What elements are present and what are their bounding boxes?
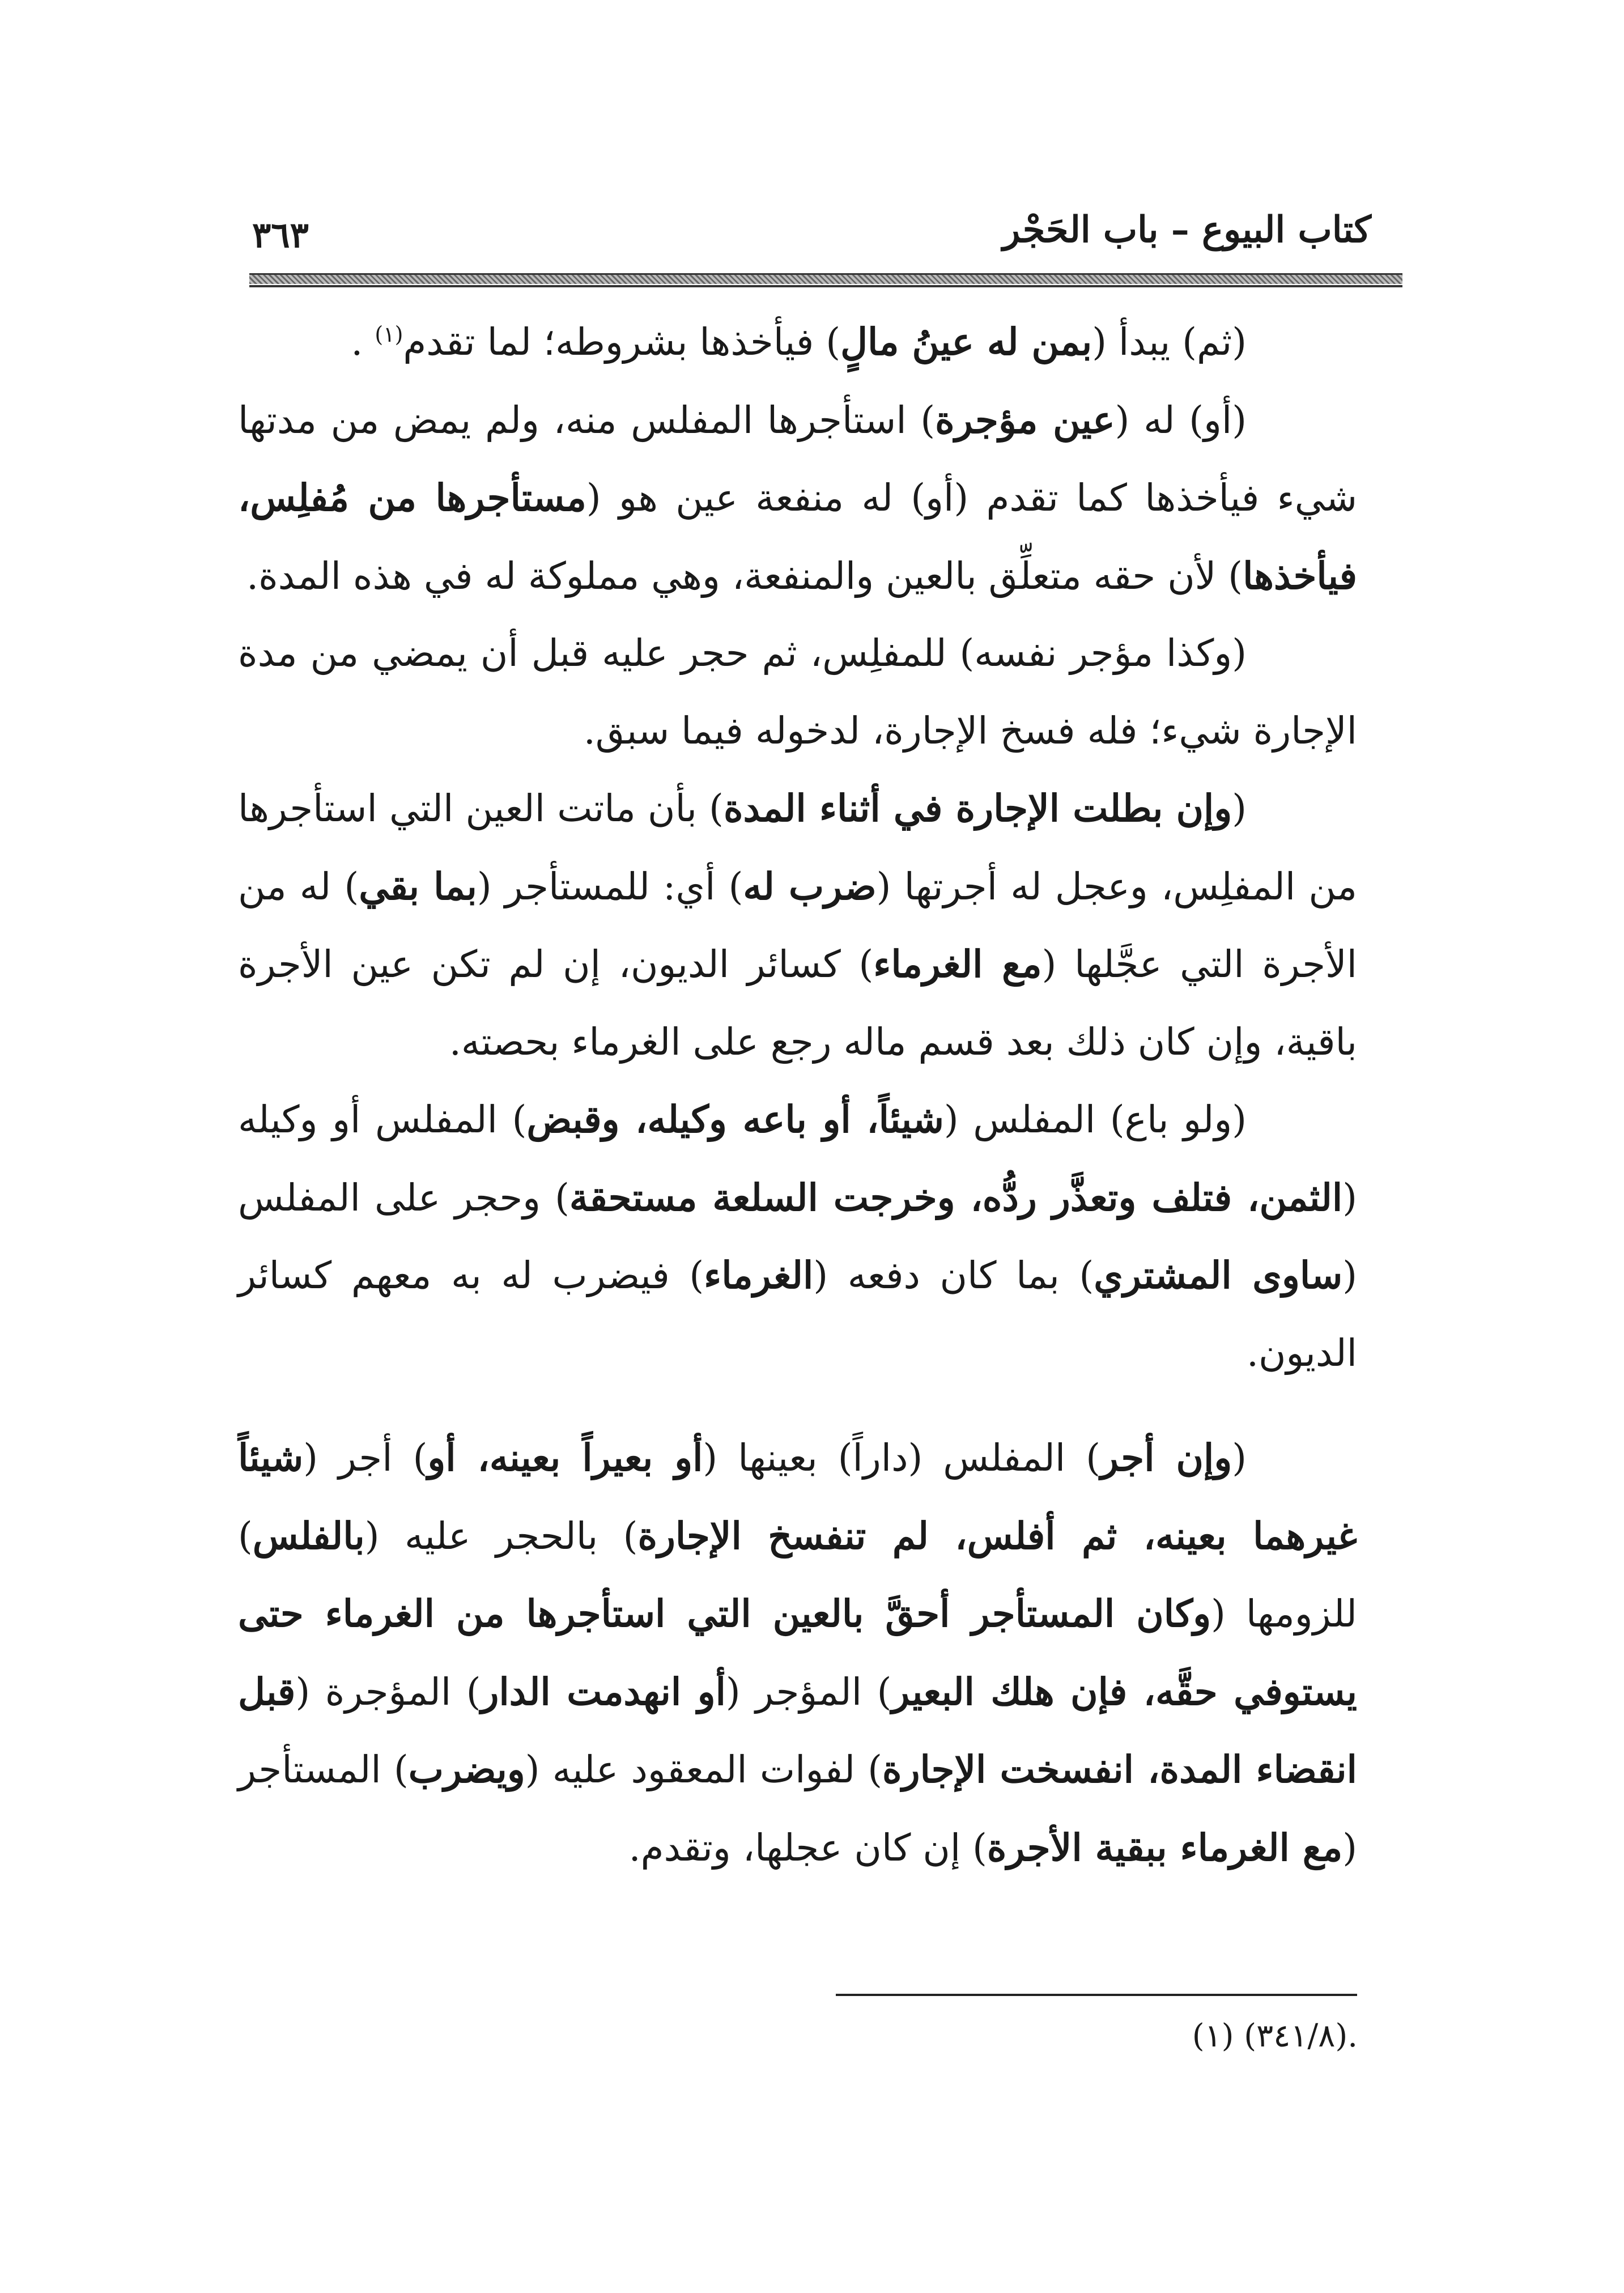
sharh-text: ) المستأجر ( (238, 1748, 1357, 1870)
matn-text: أو بعيراً بعينه، أو (427, 1436, 703, 1480)
matn-text: شيئاً، أو باعه وكيله، وقبض (526, 1097, 944, 1141)
footnote: .(٣٤١/٨) (١) (1192, 2018, 1358, 2054)
matn-text: قبل انقضاء المدة، انفسخت الإجارة (238, 1669, 1358, 1791)
sharh-text: ) بالحجر عليه ( (364, 1514, 638, 1558)
matn-text: بما بقي (359, 864, 477, 908)
sharh-text: . (351, 320, 375, 364)
matn-text: بالفلس (252, 1513, 365, 1558)
paragraph (238, 770, 1357, 1081)
matn-text: الغرماء (704, 1253, 814, 1297)
sharh-text: ) بأن ماتت العين التي استأجرها من المفلِس، وعجل له أجرتها ( (238, 787, 1358, 908)
matn-text: شيئاً غيرهما بعينه، ثم أفلس، لم تنفسخ الإجارة (238, 1436, 1357, 1558)
sharh-text: ) المؤجرة ( (295, 1670, 481, 1714)
sharh-text: ) وحجر على المفلس ( (238, 1175, 1357, 1297)
body-text (238, 303, 1357, 1887)
matn-text: مستأجرها من مُفلِس، فيأخذها (238, 475, 1357, 598)
footnote-separator (836, 1994, 1357, 1996)
sharh-text: ) لأن حقه متعلِّق بالعين والمنفعة، وهي مملوكة له في هذه المدة. (246, 554, 1243, 598)
matn-text: وإن أجر (1100, 1436, 1232, 1480)
header-rule (249, 273, 1402, 284)
sharh-text: ) المؤجر ( (725, 1670, 892, 1714)
sharh-text: ) فيأخذها بشروطه؛ لما تقدم (403, 320, 841, 364)
matn-text: ضرب له (743, 864, 877, 908)
page-number: ٣٦٣ (252, 214, 309, 256)
running-title: كتاب البيوع – باب الحَجْر (1002, 209, 1371, 251)
paragraph (238, 615, 1357, 770)
paragraph (238, 303, 1357, 381)
sharh-text: ) أي: للمستأجر ( (477, 864, 743, 908)
sharh-text: ) كسائر الديون، إن لم تكن عين الأجرة باقية، وإن كان ذلك بعد قسم ماله رجع على الغرماء بحصته. (238, 942, 1357, 1064)
footnote-marker: (١) (375, 322, 403, 347)
sharh-text: ) بما كان دفعه ( (813, 1254, 1094, 1297)
paragraph (238, 381, 1357, 615)
sharh-text: (ثم) يبدأ ( (1092, 320, 1247, 364)
sharh-text: ( (1232, 1436, 1247, 1480)
matn-text: أو انهدمت الدار (481, 1669, 726, 1714)
matn-text: وكان المستأجر أحقَّ بالعين التي استأجرها من الغرماء حتى يستوفي حقَّه، فإن هلك البعير (238, 1591, 1358, 1714)
matn-text: ساوى المشتري (1094, 1253, 1343, 1297)
paragraph (238, 1081, 1357, 1392)
sharh-text: ) أجر ( (303, 1436, 428, 1480)
sharh-text: ) له من الأجرة التي عجَّلها ( (238, 864, 1357, 986)
sharh-text: (وكذا مؤجر نفسه) للمفلِس، ثم حجر عليه قبل أن يمضي من مدة الإجارة شيء؛ فله فسخ الإجارة، لدخوله فيما سبق. (238, 631, 1357, 753)
matn-text: مع الغرماء (873, 942, 1042, 986)
paragraph (238, 1419, 1357, 1887)
matn-text: عين مؤجرة (935, 397, 1115, 442)
matn-text: وإن بطلت الإجارة في أثناء المدة (723, 786, 1232, 830)
sharh-text: ) للزومها ( (238, 1514, 1357, 1636)
matn-text: مع الغرماء ببقية الأجرة (987, 1825, 1343, 1870)
sharh-text: (أو) له ( (1115, 398, 1247, 442)
sharh-text: (ولو باع) المفلس ( (943, 1098, 1247, 1141)
header-rule-thin (249, 285, 1402, 287)
sharh-text: ) المفلس أو وكيله ( (238, 1098, 1357, 1220)
sharh-text: ) فيضرب له به معهم كسائر الديون. (238, 1254, 1357, 1375)
sharh-text: ) لفوات المعقود عليه ( (525, 1748, 883, 1791)
running-header (235, 204, 1371, 272)
sharh-text: ) استأجرها المفلس منه، ولم يمض من مدتها شيء فيأخذها كما تقدم (أو) له منفعة عين هو ( (238, 398, 1357, 520)
sharh-text: ( (1232, 787, 1247, 830)
sharh-text: ) المفلس (داراً) بعينها ( (703, 1436, 1100, 1480)
matn-text: بمن له عينُ مالٍ (840, 320, 1092, 364)
sharh-text: ) إن كان عجلها، وتقدم. (628, 1825, 987, 1870)
matn-text: ويضرب (408, 1747, 525, 1791)
matn-text: الثمن، فتلف وتعذَّر ردُّه، وخرجت السلعة مستحقة (569, 1175, 1343, 1220)
